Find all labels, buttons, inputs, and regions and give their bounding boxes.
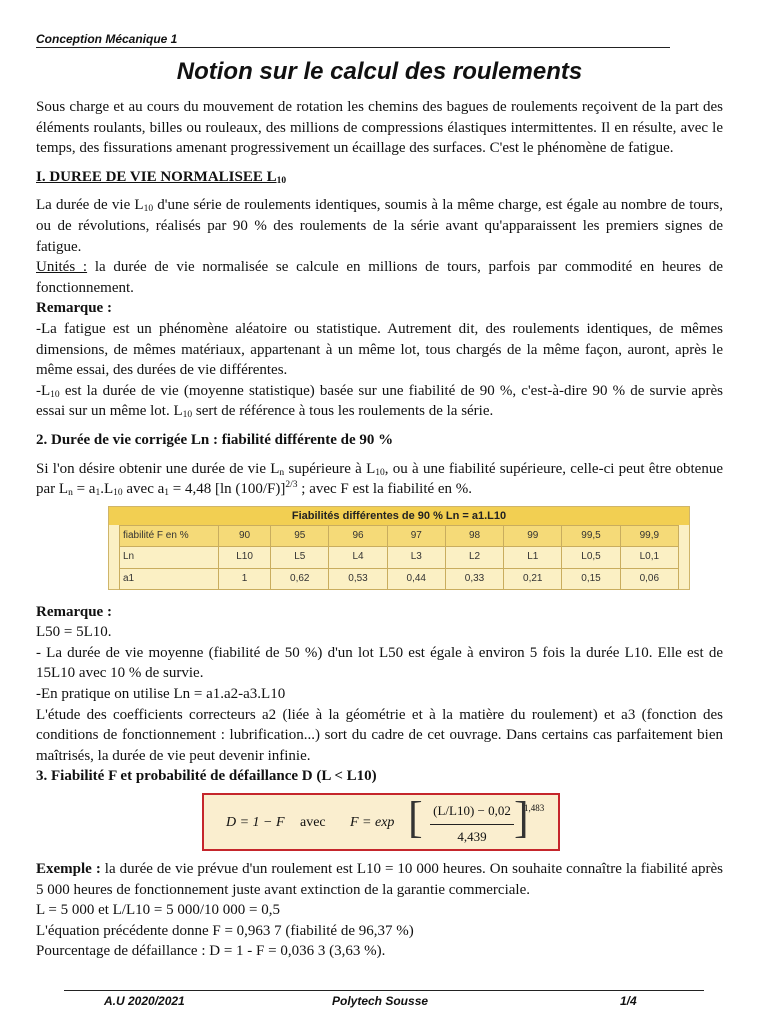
- remark-line: - La durée de vie moyenne (fiabilité de 50 %) d'un lot L50 est égale à environ 5 fois la durée L10. Elle est de 15L10 avec 10 % de survie.: [36, 644, 723, 682]
- example-line: L = 5 000 et L/L10 = 5 000/10 000 = 0,5: [36, 902, 280, 919]
- page-footer: [64, 990, 704, 1007]
- example-line: L'équation précédente donne F = 0,963 7 (fiabilité de 96,37 %): [36, 922, 414, 939]
- table-cell: 99,5: [562, 525, 620, 547]
- table-cell: 97: [387, 525, 445, 547]
- example-paragraph: Exemple : la durée de vie prévue d'un roulement est L10 = 10 000 heures. On souhaite connaître la fiabilité après 5 000 heures de fonctionnement juste avant extinction de la garantie commerciale.: [36, 861, 723, 898]
- table-cell: L3: [387, 547, 445, 569]
- table-cell: 0,06: [620, 568, 678, 590]
- footer-page: 1/4: [620, 994, 637, 1008]
- remark-label: Remarque :: [36, 603, 112, 620]
- footer-year: A.U 2020/2021: [104, 994, 185, 1008]
- table-cell: 0,15: [562, 568, 620, 590]
- row-header: Ln: [120, 547, 219, 569]
- footer-school: Polytech Sousse: [332, 994, 429, 1008]
- row-header: fiabilité F en %: [120, 525, 219, 547]
- page-title: Notion sur le calcul des roulements: [176, 58, 583, 85]
- section1-definition: La durée de vie $L_{10}$ d'une série de roulements identiques, soumis à la même charge, est égale au nombre de tours, ou de révolutions, réalisés par 90 % des roulements de la série avant qu'apparaissent les premiers signes de fatigue.: [36, 197, 723, 255]
- row-header: a1: [120, 568, 219, 590]
- table-cell: L0,1: [620, 547, 678, 569]
- remark-line: L'étude des coefficients correcteurs a2 (liée à la géométrie et à la matière du roulement) et a3 (fonction des conditions de fonctionnement : lubrification...) sort du cadre de cet ouvrage. Dans certains cas parfaitement bien maîtrisés, la durée de vie peut devenir infinie.: [36, 706, 723, 764]
- table-cell: 95: [271, 525, 329, 547]
- table-cell: L1: [504, 547, 562, 569]
- table-cell: L5: [271, 547, 329, 569]
- remark-line: L50 = 5L10.: [36, 624, 112, 641]
- formula-fraction: [430, 801, 514, 847]
- formula-lhs: D = 1 − F: [226, 815, 285, 831]
- table-cell: 0,53: [329, 568, 387, 590]
- table-cell: 99,9: [620, 525, 678, 547]
- left-bracket-icon: [: [408, 793, 423, 843]
- table-cell: L0,5: [562, 547, 620, 569]
- table-cell: 90: [219, 525, 271, 547]
- table-cell: 0,21: [504, 568, 562, 590]
- table-cell: 0,62: [271, 568, 329, 590]
- table-cell: 0,33: [445, 568, 503, 590]
- example-line: Pourcentage de défaillance : D = 1 - F = 0,036 3 (3,63 %).: [36, 943, 386, 960]
- remark-label: Remarque :: [36, 300, 112, 317]
- document-body: [36, 97, 723, 962]
- table-cell: 99: [504, 525, 562, 547]
- reliability-table: [108, 506, 690, 590]
- section2-paragraph: Si l'on désire obtenir une durée de vie $L_n$ supérieure à $L_{10}$, ou à une fiabilité supérieure, celle-ci peut être obtenue par $L_n = a_1.L_{10}$ avec $a_1 = 4,48$ [ln (100/F)]$^{2/3}$ ; avec F est la fiabilité en %.: [36, 460, 723, 499]
- fraction-numerator: (L/L10) − 0,02: [430, 801, 514, 825]
- table-cell: 96: [329, 525, 387, 547]
- table-cell: L4: [329, 547, 387, 569]
- table-cell: L10: [219, 547, 271, 569]
- formula-exponent: 1,483: [524, 803, 545, 814]
- table-cell: 0,44: [387, 568, 445, 590]
- remark-item: -La fatigue est un phénomène aléatoire ou statistique. Autrement dit, des roulements identiques, de mêmes dimensions, de mêmes matériaux, appartenant à un même lot, tous chargés de la même façon, auront, après le même essai, des durées de vie différentes.: [36, 320, 723, 379]
- table-cell: L2: [445, 547, 503, 569]
- table-cell: 98: [445, 525, 503, 547]
- remark-item: $-L_{10}$ est la durée de vie (moyenne statistique) basée sur une fiabilité de 90 %, c'est-à-dire 90 % de survie après essai sur un même lot. $L_{10}$ sert de référence à tous les roulements de la série.: [36, 382, 723, 421]
- remark-line: -En pratique on utilise Ln = a1.a2-a3.L10: [36, 686, 286, 703]
- table-row: [120, 568, 679, 590]
- running-header: [36, 32, 670, 48]
- table-row: [120, 547, 679, 569]
- reliability-grid: [119, 525, 679, 591]
- section2-heading: 2. Durée de vie corrigée Ln : fiabilité différente de 90 %: [36, 431, 394, 448]
- table-title: Fiabilités différentes de 90 % Ln = a1.L10: [109, 507, 689, 525]
- formula-avec: avec: [300, 815, 326, 831]
- formula-rhs: F = exp: [350, 815, 395, 831]
- section1-units: Unités : la durée de vie normalisée se calcule en millions de tours, parfois par commodité en heures de fonctionnement.: [36, 259, 723, 296]
- intro-paragraph: Sous charge et au cours du mouvement de rotation les chemins des bagues de roulements reçoivent de la part des éléments roulants, billes ou rouleaux, des millions de compressions élastiques intermittentes. Il en résulte, avec le temps, des fissurations amenant progressivement un écaillage des surfaces. C'est le phénomène de fatigue.: [36, 99, 723, 157]
- right-bracket-icon: ]: [514, 793, 529, 843]
- fraction-denominator: 4,439: [457, 828, 487, 844]
- reliability-formula: [202, 793, 560, 851]
- table-row: [120, 525, 679, 547]
- course-name: Conception Mécanique 1: [36, 32, 178, 46]
- section3-heading: 3. Fiabilité F et probabilité de défaillance D (L < L10): [36, 768, 377, 785]
- table-cell: 1: [219, 568, 271, 590]
- section1-heading: I. DUREE DE VIE NORMALISEE $L_{10}$: [36, 168, 287, 186]
